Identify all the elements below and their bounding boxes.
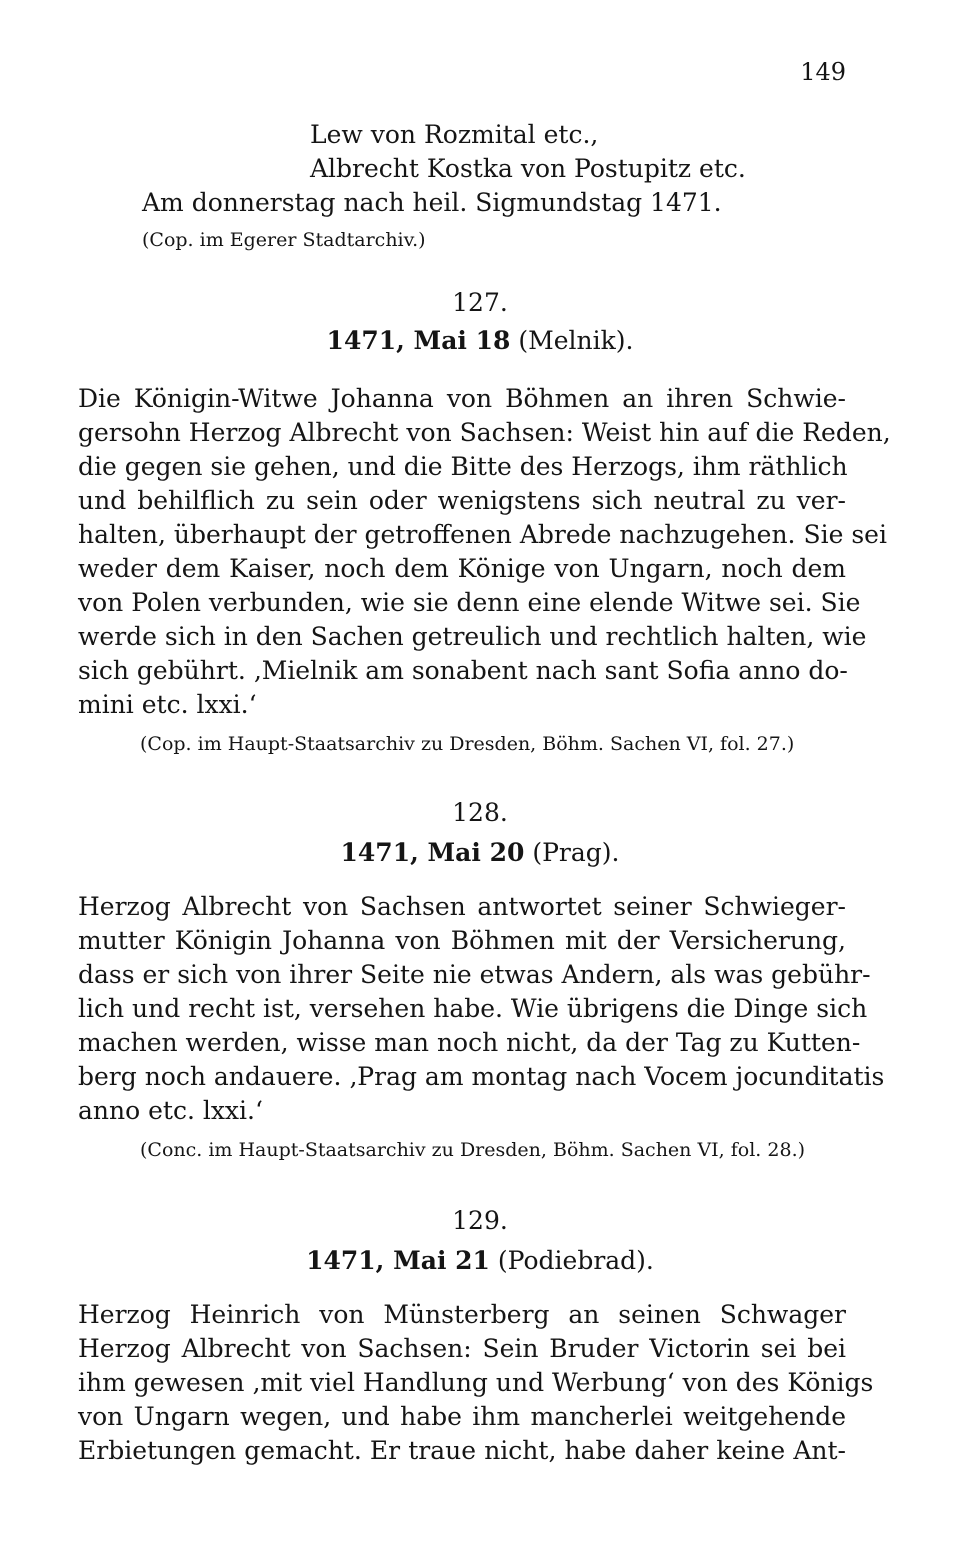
closing-line-2: Albrecht Kostka von Postupitz etc. <box>310 154 746 183</box>
entry-line: lich und recht ist, versehen habe. Wie übrigens die Dinge sich <box>78 994 868 1023</box>
entry-date <box>0 838 960 868</box>
entry-date <box>0 326 960 356</box>
entry-line: mini etc. lxxi.‘ <box>78 690 257 719</box>
entry-line: anno etc. lxxi.‘ <box>78 1096 263 1125</box>
entry-line: Die Königin-Witwe Johanna von Böhmen an ihren Schwie- <box>78 384 846 413</box>
entry-line: Herzog Heinrich von Münsterberg an seinen Schwager <box>78 1300 846 1329</box>
closing-line-1: Lew von Rozmital etc., <box>310 120 599 149</box>
entry-line: Herzog Albrecht von Sachsen: Sein Bruder Victorin sei bei <box>78 1334 846 1363</box>
entry-date-bold: 1471, Mai 18 <box>326 326 511 355</box>
entry-line: mutter Königin Johanna von Böhmen mit der Versicherung, <box>78 926 846 955</box>
entry-line: machen werden, wisse man noch nicht, da der Tag zu Kutten- <box>78 1028 861 1057</box>
entry-source: (Conc. im Haupt-Staatsarchiv zu Dresden, Böhm. Sachen VI, fol. 28.) <box>140 1139 806 1161</box>
entry-place: (Prag). <box>532 838 620 867</box>
entry-line: Herzog Albrecht von Sachsen antwortet seiner Schwieger- <box>78 892 846 921</box>
entry-number: 129. <box>452 1206 508 1235</box>
entry-place: (Melnik). <box>518 326 634 355</box>
entry-line: werde sich in den Sachen getreulich und rechtlich halten, wie <box>78 622 867 651</box>
entry-line: die gegen sie gehen, und die Bitte des Herzogs, ihm räthlich <box>78 452 848 481</box>
entry-line: halten, überhaupt der getroffenen Abrede nachzugehen. Sie sei <box>78 520 887 549</box>
entry-line: ihm gewesen ‚mit viel Handlung und Werbung‘ von des Königs <box>78 1368 874 1397</box>
entry-date <box>0 1246 960 1276</box>
closing-line-3: Am donnerstag nach heil. Sigmundstag 1471. <box>142 188 722 217</box>
entry-number: 128. <box>452 798 508 827</box>
entry-date-bold: 1471, Mai 20 <box>340 838 525 867</box>
entry-line: gersohn Herzog Albrecht von Sachsen: Weist hin auf die Reden, <box>78 418 891 447</box>
page-number: 149 <box>800 58 846 86</box>
entry-line: von Ungarn wegen, und habe ihm mancherlei weitgehende <box>78 1402 846 1431</box>
entry-line: von Polen verbunden, wie sie denn eine elende Witwe sei. Sie <box>78 588 861 617</box>
entry-line: dass er sich von ihrer Seite nie etwas Andern, als was gebühr- <box>78 960 871 989</box>
closing-source: (Cop. im Egerer Stadtarchiv.) <box>142 229 426 251</box>
entry-number: 127. <box>452 288 508 317</box>
entry-line: und behilflich zu sein oder wenigstens sich neutral zu ver- <box>78 486 846 515</box>
entry-source: (Cop. im Haupt-Staatsarchiv zu Dresden, Böhm. Sachen VI, fol. 27.) <box>140 733 795 755</box>
entry-line: sich gebührt. ‚Mielnik am sonabent nach sant Sofia anno do- <box>78 656 848 685</box>
entry-date-bold: 1471, Mai 21 <box>306 1246 490 1275</box>
entry-line: Erbietungen gemacht. Er traue nicht, habe daher keine Ant- <box>78 1436 846 1465</box>
entry-line: berg noch andauere. ‚Prag am montag nach Vocem jocunditatis <box>78 1062 885 1091</box>
entry-place: (Podiebrad). <box>497 1246 654 1275</box>
entry-line: weder dem Kaiser, noch dem Könige von Ungarn, noch dem <box>78 554 846 583</box>
